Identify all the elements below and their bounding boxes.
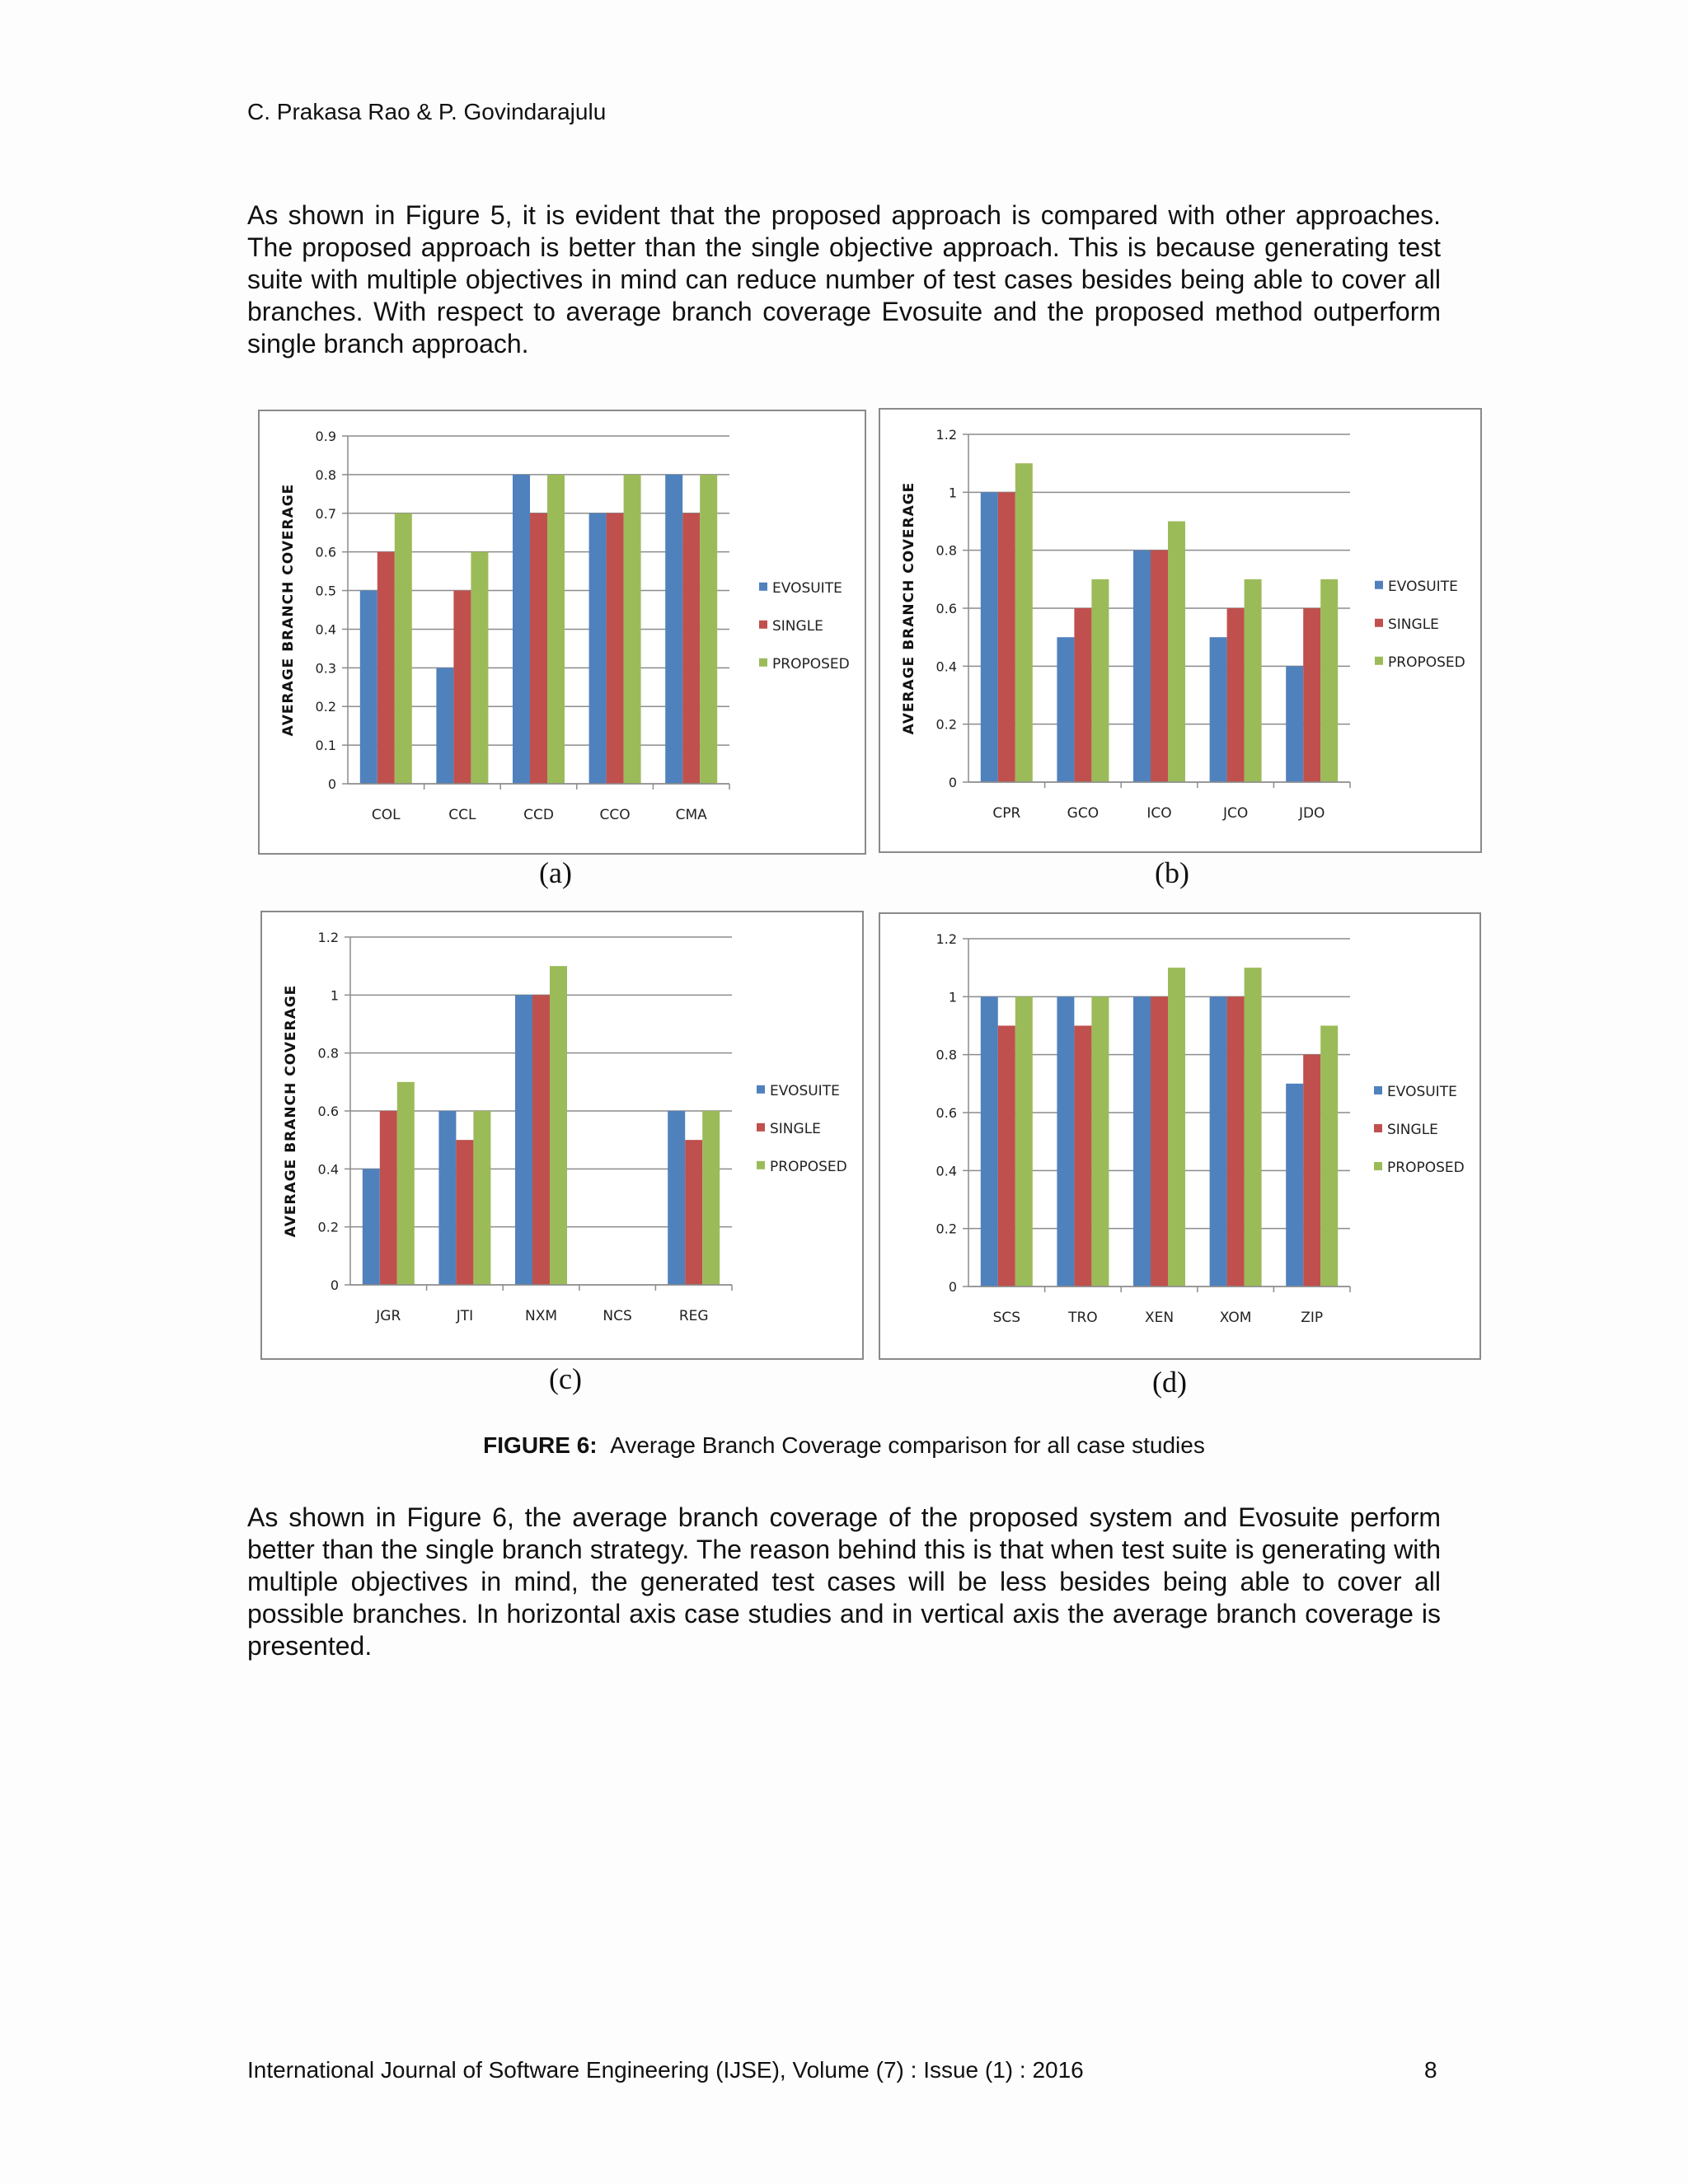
bar-proposed-gco [1091, 579, 1109, 782]
bar-evosuite-nxm [515, 995, 532, 1285]
x-tick-label: SCS [992, 1310, 1021, 1326]
bar-single-col [377, 552, 395, 784]
bar-evosuite-ccd [513, 475, 530, 784]
x-tick-label: CCL [448, 807, 476, 823]
y-tick-label: 0.2 [935, 1221, 957, 1237]
bar-evosuite-jco [1210, 637, 1227, 782]
bar-single-reg [685, 1140, 702, 1285]
bar-single-scs [998, 1026, 1015, 1287]
legend-swatch-single [757, 1123, 765, 1132]
bar-single-nxm [532, 995, 550, 1285]
x-tick-label: ICO [1146, 805, 1172, 822]
bar-evosuite-cpr [981, 492, 998, 782]
y-tick-label: 0.4 [315, 621, 336, 638]
bar-single-ico [1151, 551, 1168, 782]
x-tick-label: XEN [1144, 1310, 1175, 1326]
page-number: 8 [1424, 2057, 1437, 2083]
bar-evosuite-tro [1057, 996, 1074, 1286]
legend-label-single: SINGLE [1388, 616, 1439, 633]
legend-label-evosuite: EVOSUITE [770, 1082, 840, 1099]
bar-proposed-col [395, 513, 412, 784]
bar-single-cma [682, 513, 700, 784]
legend-swatch-single [759, 621, 767, 629]
paragraph-2: As shown in Figure 6, the average branch coverage of the proposed system and Evosuite perform better than the single branch strategy. The reason behind this is that when test suite is generating with multiple objectives in mind, the generated test cases will be less besides being able to cover all possible branches. In horizontal axis case studies and in vertical axis the average branch coverage is presented. [247, 1502, 1441, 1661]
chart-panel-a [258, 410, 866, 855]
legend-swatch-proposed [759, 658, 767, 667]
bar-proposed-tro [1091, 996, 1109, 1286]
legend-label-proposed: PROPOSED [770, 1158, 847, 1175]
bar-single-tro [1074, 1026, 1091, 1287]
chart-svg [880, 914, 1479, 1358]
bar-single-ccl [453, 591, 471, 784]
figure-caption-label: FIGURE 6: [483, 1432, 598, 1458]
x-tick-label: CMA [675, 807, 707, 823]
legend-swatch-evosuite [757, 1085, 765, 1094]
y-tick-label: 0.8 [935, 1047, 957, 1063]
legend-label-evosuite: EVOSUITE [1388, 578, 1458, 595]
bar-single-jgr [380, 1111, 397, 1285]
chart-panel-c [260, 911, 864, 1360]
legend-swatch-proposed [757, 1161, 765, 1169]
bar-proposed-ccd [547, 475, 565, 784]
chart-svg [260, 411, 865, 853]
y-tick-label: 0.6 [935, 601, 957, 616]
panel-label-a: (a) [539, 856, 572, 889]
bar-single-jco [1227, 608, 1245, 782]
bar-proposed-jgr [397, 1082, 415, 1285]
legend-label-proposed: PROPOSED [772, 655, 850, 673]
y-tick-label: 0.8 [315, 466, 336, 483]
bar-proposed-cma [700, 475, 717, 784]
y-tick-label: 1 [330, 987, 339, 1004]
bar-evosuite-col [360, 591, 377, 784]
y-tick-label: 0.8 [935, 542, 957, 559]
bar-single-jti [456, 1140, 473, 1285]
x-tick-label: NXM [524, 1308, 558, 1324]
legend-label-proposed: PROPOSED [1387, 1159, 1465, 1176]
x-tick-label: XOM [1219, 1310, 1252, 1326]
chart-svg [880, 410, 1480, 851]
panel-label-d: (d) [1152, 1366, 1187, 1399]
y-tick-label: 1.2 [935, 427, 957, 443]
y-tick-label: 1 [948, 989, 957, 1005]
bar-single-ccd [530, 513, 547, 784]
legend-swatch-proposed [1375, 657, 1383, 665]
y-tick-label: 0.4 [935, 658, 957, 675]
bar-proposed-nxm [550, 966, 567, 1285]
y-tick-label: 0.9 [315, 429, 336, 444]
legend-swatch-evosuite [1374, 1086, 1382, 1094]
panel-label-b: (b) [1155, 856, 1189, 889]
x-tick-label: CCD [523, 807, 554, 823]
running-header: C. Prakasa Rao & P. Govindarajulu [247, 99, 607, 124]
legend-swatch-evosuite [1375, 581, 1383, 589]
bar-evosuite-ico [1133, 551, 1151, 782]
x-tick-label: CPR [992, 805, 1021, 822]
chart-panel-d [879, 912, 1481, 1360]
bar-evosuite-ccl [436, 668, 453, 784]
y-tick-label: 0.6 [317, 1104, 339, 1119]
y-tick-label: 1.2 [935, 931, 957, 947]
chart-panel-b [879, 408, 1482, 853]
y-tick-label: 0.2 [317, 1219, 339, 1235]
bar-proposed-scs [1015, 996, 1033, 1286]
y-tick-label: 0 [330, 1277, 339, 1293]
legend-swatch-proposed [1374, 1162, 1382, 1170]
x-tick-label: CCO [599, 807, 631, 823]
bar-proposed-reg [702, 1111, 720, 1285]
bar-single-jdo [1303, 608, 1320, 782]
bar-proposed-zip [1320, 1026, 1338, 1287]
figure-caption [0, 1432, 1688, 1459]
y-tick-label: 0.2 [315, 699, 336, 715]
bar-proposed-jti [473, 1111, 490, 1285]
y-tick-label: 0.6 [315, 544, 336, 560]
bar-proposed-xen [1168, 968, 1185, 1286]
y-tick-label: 0 [948, 775, 957, 790]
paragraph-1: As shown in Figure 5, it is evident that the proposed approach is compared with other approaches. The proposed approach is better than the single objective approach. This is because generating test suite with multiple objectives in mind can reduce number of test cases besides being able to cover all branches. With respect to average branch coverage Evosuite and the proposed method outperform single branch approach. [247, 200, 1441, 359]
bar-proposed-cpr [1015, 463, 1033, 782]
y-axis-title: AVERAGE BRANCH COVERAGE [283, 984, 299, 1238]
y-tick-label: 0.2 [935, 716, 957, 733]
x-tick-label: JCO [1222, 805, 1249, 822]
legend-label-evosuite: EVOSUITE [1387, 1083, 1457, 1100]
x-tick-label: ZIP [1301, 1310, 1324, 1326]
bar-evosuite-jgr [363, 1169, 380, 1285]
y-tick-label: 0 [948, 1279, 957, 1295]
bar-single-xom [1227, 996, 1245, 1286]
bar-evosuite-cco [589, 513, 607, 784]
panel-label-c: (c) [549, 1362, 582, 1395]
legend-swatch-evosuite [759, 583, 767, 591]
y-tick-label: 0.6 [935, 1105, 957, 1121]
figure-caption-text: Average Branch Coverage comparison for all case studies [610, 1432, 1205, 1458]
legend-label-single: SINGLE [1387, 1121, 1438, 1138]
bar-evosuite-xen [1133, 996, 1151, 1286]
legend-swatch-single [1375, 619, 1383, 627]
bar-evosuite-jti [438, 1111, 456, 1285]
x-tick-label: JGR [376, 1308, 401, 1324]
bar-evosuite-reg [668, 1111, 685, 1285]
y-tick-label: 0.3 [315, 660, 336, 677]
bar-proposed-jdo [1320, 579, 1338, 782]
x-tick-label: NCS [603, 1308, 632, 1324]
legend-label-single: SINGLE [772, 617, 823, 635]
bar-single-cco [607, 513, 624, 784]
bar-evosuite-zip [1286, 1084, 1303, 1286]
y-tick-label: 1 [948, 485, 957, 501]
bar-proposed-cco [624, 475, 641, 784]
legend-label-single: SINGLE [770, 1120, 821, 1137]
y-tick-label: 0.7 [315, 505, 336, 522]
legend-swatch-single [1374, 1124, 1382, 1132]
y-tick-label: 0.4 [935, 1163, 957, 1179]
x-tick-label: JTI [456, 1308, 474, 1324]
bar-single-zip [1303, 1055, 1320, 1286]
bar-evosuite-scs [981, 996, 998, 1286]
legend-label-proposed: PROPOSED [1388, 654, 1465, 671]
legend-label-evosuite: EVOSUITE [772, 579, 842, 597]
x-tick-label: COL [371, 807, 401, 823]
y-axis-title: AVERAGE BRANCH COVERAGE [280, 483, 297, 737]
bar-evosuite-jdo [1286, 666, 1303, 782]
bar-single-cpr [998, 492, 1015, 782]
bar-evosuite-gco [1057, 637, 1074, 782]
x-tick-label: JDO [1298, 805, 1325, 822]
x-tick-label: TRO [1068, 1310, 1098, 1326]
bar-proposed-ccl [471, 552, 488, 784]
y-tick-label: 1.2 [317, 930, 339, 945]
page-footer: International Journal of Software Engineering (IJSE), Volume (7) : Issue (1) : 2016 [247, 2057, 1084, 2083]
y-tick-label: 0.8 [317, 1045, 339, 1062]
y-axis-title: AVERAGE BRANCH COVERAGE [901, 481, 917, 735]
x-tick-label: GCO [1067, 805, 1100, 822]
bar-proposed-ico [1168, 522, 1185, 783]
y-tick-label: 0.1 [315, 738, 336, 754]
chart-svg [262, 912, 862, 1358]
y-tick-label: 0.5 [315, 583, 336, 599]
y-tick-label: 0.4 [317, 1161, 339, 1178]
y-tick-label: 0 [327, 776, 336, 792]
bar-evosuite-xom [1210, 996, 1227, 1286]
bar-single-xen [1151, 996, 1168, 1286]
bar-single-gco [1074, 608, 1091, 782]
bar-proposed-xom [1245, 968, 1262, 1286]
bar-proposed-jco [1245, 579, 1262, 782]
bar-evosuite-cma [665, 475, 682, 784]
x-tick-label: REG [678, 1308, 709, 1324]
